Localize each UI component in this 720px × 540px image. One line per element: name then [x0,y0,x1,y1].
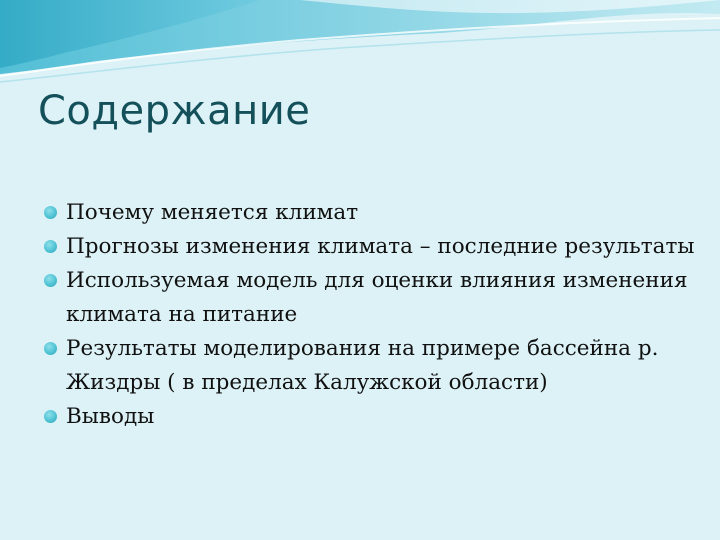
list-item-text: Используемая модель для оценки влияния изменения климата на питание [66,268,688,327]
list-item-text: Результаты моделирования на примере бассейна р. Жиздры ( в пределах Калужской области) [66,336,659,395]
list-item [40,332,700,400]
list-item-text: Почему меняется климат [66,200,359,225]
decorative-wave-header [0,0,720,90]
bullet-icon [44,274,57,287]
list-item-text: Выводы [66,404,155,429]
bullet-icon [44,410,57,423]
list-item-text: Прогнозы изменения климата – последние результаты [66,234,695,259]
bullet-icon [44,206,57,219]
list-item [40,196,700,230]
slide-title: Содержание [38,88,311,134]
content-list [40,196,700,434]
list-item [40,400,700,434]
list-item [40,230,700,264]
list-item [40,264,700,332]
bullet-icon [44,240,57,253]
bullet-icon [44,342,57,355]
